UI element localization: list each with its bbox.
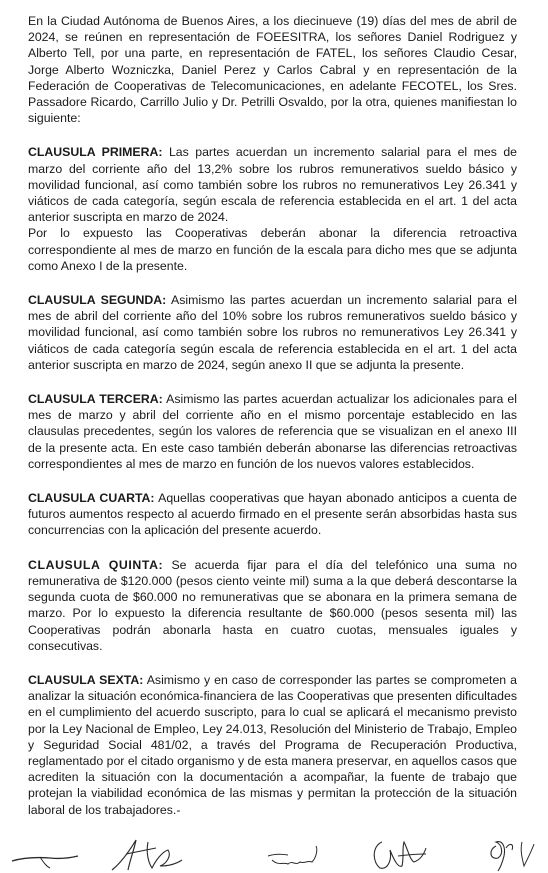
clause-title: CLAUSULA SEGUNDA: <box>28 293 167 308</box>
signature-row <box>0 836 548 873</box>
clause-quinta <box>28 557 517 654</box>
intro-paragraph <box>28 13 517 126</box>
clause-title: CLAUSULA PRIMERA: <box>28 145 163 160</box>
clause-text: Se acuerda fijar para el día del telefónico una suma no remunerativa de $120.000 (pesos ciento veinte mil) suma a la que deberá descontarse la segunda cuota de $60.000 no remunerativas que se abonara en la primera semana de marzo. Por lo expuesto la diferencia resultante de $60.000 (pesos sesenta mil) las Cooperativas podrán abonarla hasta en cuatro cuotas, mensuales iguales y consecutivas. <box>28 557 517 653</box>
clause-title: CLAUSULA QUINTA: <box>28 557 164 572</box>
clause-text: Asimismo y en caso de corresponder las partes se comprometen a analizar la situación económica-financiera de las Cooperativas que presenten dificultades en el cumplimiento del acuerdo suscripto, para lo cual se aplicará el mecanismo previsto por la Ley Nacional de Empleo, Ley 24.013, Resolución del Ministerio de Trabajo, Empleo y Seguridad Social 481/02, a través del Programa de Recuperación Productiva, reglamentado por el citado organismo y de esta manera preservar, en aquellos casos que acrediten la situación con la documentación a acompañar, la fuente de trabajo que protejan la viabilidad económica de las mismas y permitan la protección de la situación laboral de los trabajadores.- <box>28 672 517 817</box>
clause-primera <box>28 144 517 274</box>
signature-2 <box>108 836 188 873</box>
signature-6 <box>518 836 542 873</box>
clause-cuarta <box>28 490 517 539</box>
clause-title: CLAUSULA TERCERA: <box>28 392 163 407</box>
clause-segunda <box>28 292 517 373</box>
clause-text: Las partes acuerdan un incremento salarial para el mes de marzo del corriente año del 13,2% sobre los rubros remunerativos sueldo básico y movilidad funcional, así como también sobre los rubros no remunerativos Ley 26.341 y viáticos de cada categoría, según escala de referencia establecida en el art. 1 del acta anterior suscripta en marzo de 2024. <box>28 145 518 225</box>
clause-text: Asimismo las partes acuerdan actualizar los adicionales para el mes de marzo y abril del corriente año en el mismo porcentaje establecido en las clausulas precedentes, según los valores de referencia que se visualizan en el anexo III de la presente acta. En este caso también deberán abonarse las diferencias retroactivas correspondientes al mes de marzo en función de los nuevos valores establecidos. <box>28 392 517 471</box>
intro-text: En la Ciudad Autónoma de Buenos Aires, a los diecinueve (19) días del mes de abril de 2024, se reúnen en representación de FOEESITRA, los señores Daniel Rodriguez y Alberto Tell, por una parte, en representación de FATEL, los señores Claudio Cesar, Jorge Alberto Wozniczka, Daniel Perez y Carlos Cabral y en representación de la Federación de Cooperativas de Telecomunicaciones, en adelante FECOTEL, los Sres. Passadore Ricardo, Carrillo Julio y Dr. Petrilli Osvaldo, por la otra, quienes manifiestan lo siguiente: <box>28 14 517 126</box>
signature-3 <box>264 836 324 873</box>
clause-sexta <box>28 672 517 818</box>
clause-text-continued: Por lo expuesto las Cooperativas deberán abonar la diferencia retroactiva correspondiente al mes de marzo en función de la escala para dicho mes que se adjunta como Anexo I de la presente. <box>28 226 517 273</box>
signature-5 <box>482 836 522 873</box>
document-page <box>28 13 517 836</box>
signature-1 <box>10 836 80 873</box>
clause-title: CLAUSULA CUARTA: <box>28 491 155 506</box>
clause-text: Asimismo las partes acuerdan un incremento salarial para el mes de abril del corriente año del 10% sobre los rubros remunerativos sueldo básico y movilidad funcional, así como también sobre los rubros no remunerativos Ley 26.341 y viáticos de cada categoría según escala de referencia establecida en el art. 1 del acta anterior suscripta en marzo de 2024, según anexo II que se adjunta la presente. <box>28 293 517 372</box>
clause-text: Aquellas cooperativas que hayan abonado anticipos a cuenta de futuros aumentos respecto al acuerdo firmado en el presente serán absorbidas hasta sus concurrencias con la aplicación del presente acuerdo. <box>28 491 517 538</box>
clause-tercera <box>28 391 517 472</box>
clause-title: CLAUSULA SEXTA: <box>28 672 144 687</box>
signature-4 <box>370 836 430 873</box>
